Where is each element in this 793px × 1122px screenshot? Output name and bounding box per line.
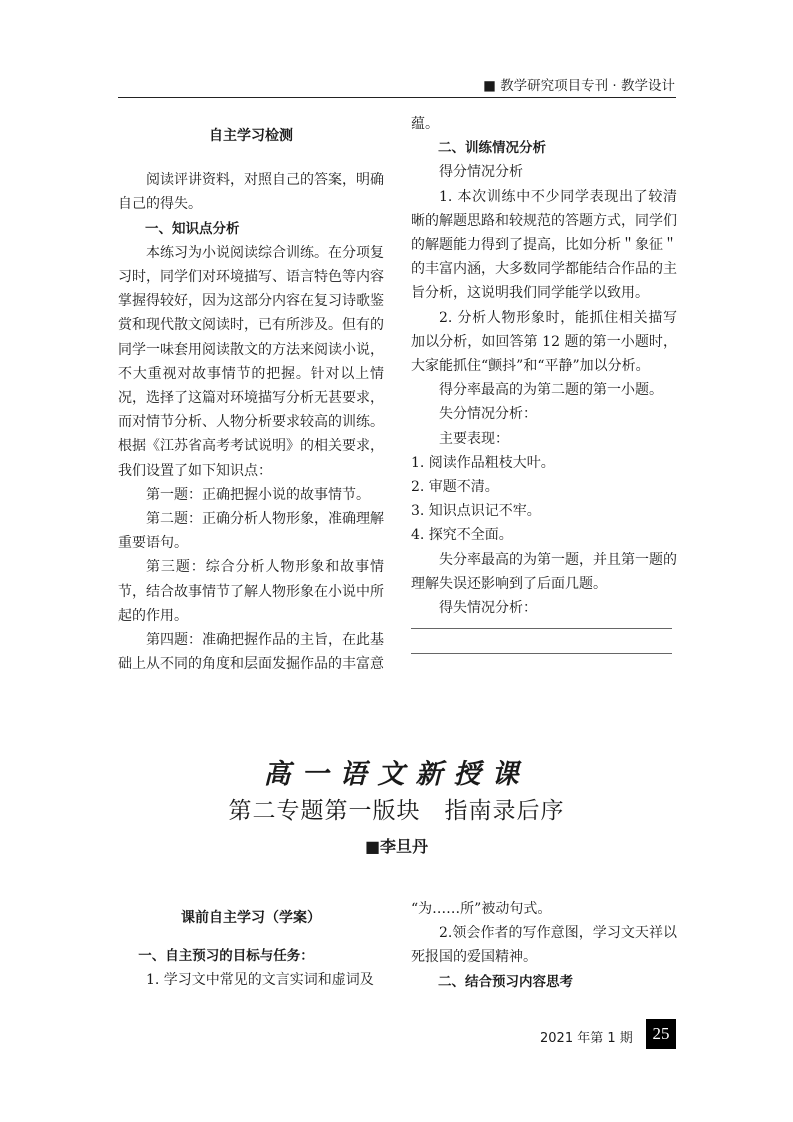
running-header: ■ 教学研究项目专刊 · 教学设计 bbox=[483, 78, 675, 94]
page-number: 25 bbox=[646, 1019, 676, 1049]
issue-label: 2021 年第 1 期 bbox=[540, 1031, 633, 1046]
paragraph: 主要表现： bbox=[439, 430, 509, 447]
paragraph: 第三题：综合分析人物形象和故事情节，结合故事情节了解人物形象在小说中所起的作用。 bbox=[118, 559, 384, 624]
article-title: 高一语文新授课 bbox=[263, 759, 530, 790]
answer-line bbox=[411, 653, 672, 654]
list-item: 4. 探究不全面。 bbox=[411, 527, 513, 544]
list-item: 3. 知识点识记不牢。 bbox=[411, 503, 541, 520]
paragraph: 得分率最高的为第二题的第一小题。 bbox=[439, 382, 663, 399]
header-rule bbox=[118, 97, 676, 98]
section-heading: 二、结合预习内容思考 bbox=[438, 973, 573, 990]
list-item: 1. 阅读作品粗枝大叶。 bbox=[411, 454, 555, 471]
section-heading: 二、训练情况分析 bbox=[438, 140, 546, 157]
section1-right-column bbox=[411, 112, 677, 620]
section-title: 课前自主学习（学案） bbox=[181, 910, 321, 926]
paragraph: 失分率最高的为第一题，并且第一题的理解失误还影响到了后面几题。 bbox=[411, 551, 677, 592]
list-item: 2. 审题不清。 bbox=[411, 479, 499, 496]
section-heading: 一、自主预习的目标与任务： bbox=[138, 948, 314, 965]
answer-line bbox=[411, 628, 672, 629]
section1-left-column bbox=[118, 124, 384, 676]
section-heading: 一、知识点分析 bbox=[145, 220, 240, 237]
paragraph: 蕴。 bbox=[411, 116, 439, 132]
paragraph: 第二题：正确分析人物形象，准确理解重要语句。 bbox=[118, 511, 384, 552]
paragraph: 1. 本次训练中不少同学表现出了较清晰的解题思路和较规范的答题方式，同学们的解题能力得到了提高，比如分析＂象征＂的丰富内涵，大多数同学都能结合作品的主旨分析，这说明我们同学能学以致用。 bbox=[411, 188, 677, 302]
paragraph: 失分情况分析： bbox=[439, 406, 537, 423]
section2-right-column bbox=[411, 897, 677, 994]
paragraph: 第一题：正确把握小说的故事情节。 bbox=[146, 486, 370, 503]
paragraph: 1. 学习文中常见的文言实词和虚词及 bbox=[146, 972, 374, 989]
author-byline: ■李旦丹 bbox=[364, 837, 429, 856]
paragraph: 第四题：准确把握作品的主旨，在此基础上从不同的角度和层面发掘作品的丰富意 bbox=[118, 632, 384, 673]
paragraph: 阅读评讲资料，对照自己的答案，明确自己的得失。 bbox=[118, 172, 384, 213]
paragraph: 本练习为小说阅读综合训练。在分项复习时，同学们对环境描写、语言特色等内容掌握得较好，因为这部分内容在复习诗歌鉴赏和现代散文阅读时，已有所涉及。但有的同学一味套用阅读散文的方法来阅读小说，不大重视对故事情节的把握。针对以上情况，选择了这篇对环境描写分析无甚要求，而对情节分析、人物分析要求较高的训练。根据《江苏省高考考试说明》的相关要求，我们设置了如下知识点： bbox=[118, 244, 384, 479]
paragraph: 2.领会作者的写作意图，学习文天祥以死报国的爱国精神。 bbox=[411, 925, 677, 966]
paragraph: 得失情况分析： bbox=[439, 600, 537, 617]
paragraph: “为……所”被动句式。 bbox=[411, 901, 552, 917]
section-title: 自主学习检测 bbox=[209, 128, 293, 144]
paragraph: 2. 分析人物形象时，能抓住相关描写加以分析，如回答第 12 题的第一小题时，大家能抓住“颤抖”和“平静”加以分析。 bbox=[411, 309, 677, 375]
article-subtitle: 第二专题第一版块 指南录后序 bbox=[228, 798, 565, 824]
paragraph: 得分情况分析 bbox=[439, 164, 523, 181]
section2-left-column bbox=[118, 906, 384, 993]
